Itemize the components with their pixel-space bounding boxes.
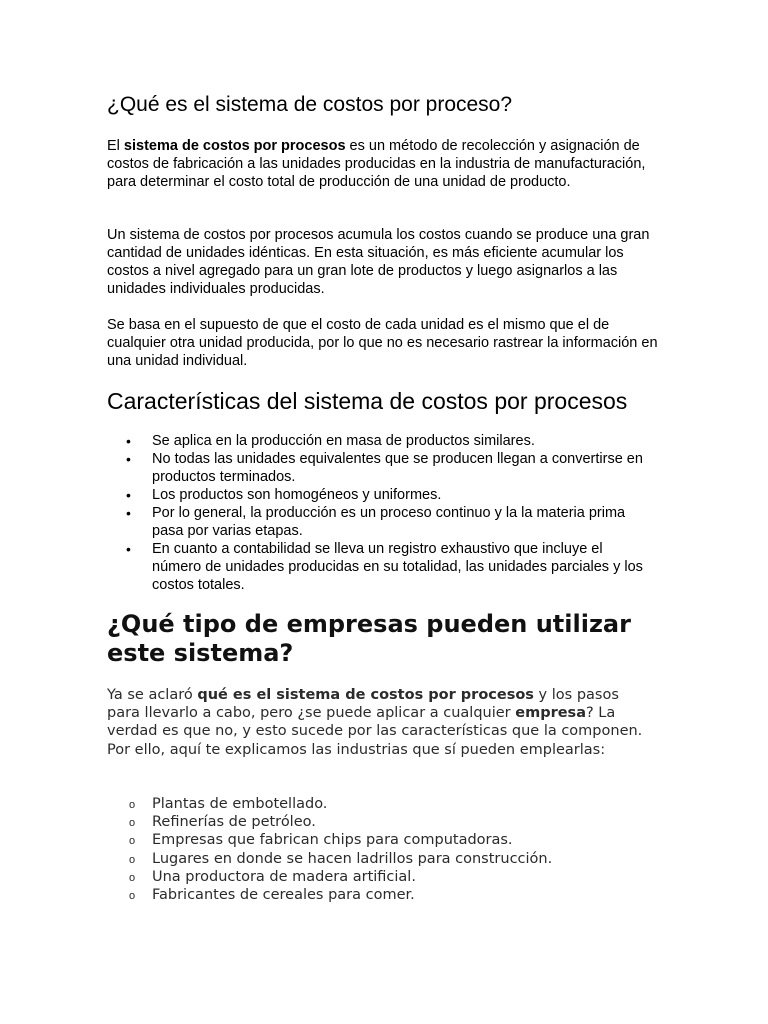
list-item: • No todas las unidades equivalentes que se producen llegan a convertirse en productos terminados. [107, 450, 652, 486]
paragraph-acumulacion: Un sistema de costos por procesos acumula los costos cuando se produce una gran cantidad de unidades idénticas. En esta situación, es más eficiente acumular los costos a nivel agregado para un gran lote de productos y luego asignarlos a las unidades individuales producidas. [107, 227, 650, 297]
text-run: es un método de recolección y asignación de costos de fabricación a las unidades producidas en la industria de manufacturación, para determinar el costo total de producción de una unidad de producto. [107, 138, 646, 190]
paragraph-intro-empresas [107, 686, 647, 759]
paragraph-definicion [107, 137, 667, 191]
list-item: • Se aplica en la producción en masa de productos similares. [107, 432, 652, 450]
empresas-list [107, 795, 652, 904]
bold-term: sistema de costos por procesos [123, 138, 346, 154]
text-run: El [107, 138, 124, 154]
bold-term: empresa [515, 705, 586, 722]
text-run: ? La verdad es que no, y esto sucede por las características que la componen. Por ello, aquí te explicamos las industrias que sí pueden emplearlas: [107, 705, 643, 758]
text-run: Ya se aclaró [107, 687, 198, 703]
heading-caracteristicas: Características del sistema de costos por procesos [107, 388, 628, 414]
list-item: o Refinerías de petróleo. [107, 813, 652, 831]
caracteristicas-list [107, 432, 652, 594]
list-item: • En cuanto a contabilidad se lleva un registro exhaustivo que incluye el número de unidades producidas en su totalidad, las unidades parciales y los costos totales. [107, 540, 652, 594]
list-item: • Por lo general, la producción es un proceso continuo y la la materia prima pasa por varias etapas. [107, 504, 652, 540]
text-run: y los pasos para llevarlo a cabo, pero ¿se puede aplicar a cualquier [107, 687, 619, 722]
bold-term: qué es el sistema de costos por procesos [197, 687, 534, 703]
list-item: • Los productos son homogéneos y uniformes. [107, 486, 652, 504]
paragraph-supuesto: Se basa en el supuesto de que el costo de cada unidad es el mismo que el de cualquier otra unidad producida, por lo que no es necesario rastrear la información en una unidad individual. [107, 317, 658, 369]
list-item: o Una productora de madera artificial. [107, 868, 652, 886]
heading-que-es: ¿Qué es el sistema de costos por proceso? [107, 93, 513, 116]
list-item: o Plantas de embotellado. [107, 795, 652, 813]
list-item: o Fabricantes de cereales para comer. [107, 886, 652, 904]
heading-tipo-empresas: ¿Qué tipo de empresas pueden utilizar este sistema? [107, 610, 631, 667]
list-item: o Empresas que fabrican chips para computadoras. [107, 831, 652, 849]
list-item: o Lugares en donde se hacen ladrillos para construcción. [107, 850, 652, 868]
